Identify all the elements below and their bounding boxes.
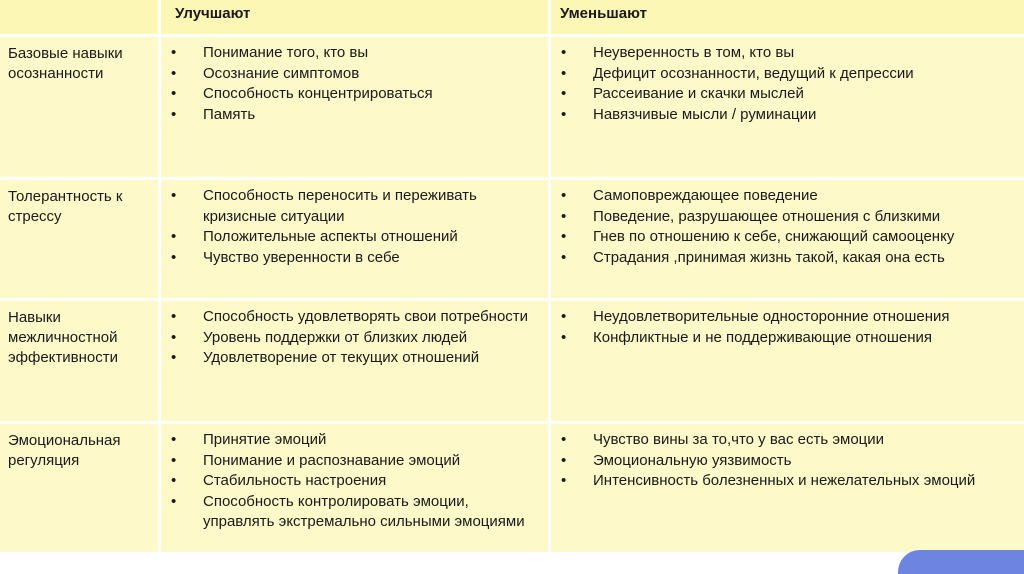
row-label: Базовые навыки осознанности	[0, 37, 158, 177]
reduce-cell	[551, 37, 1024, 177]
list-item-text: Чувство уверенности в себе	[203, 248, 400, 266]
improve-cell	[161, 301, 548, 421]
list-item	[551, 186, 1024, 207]
list-item-text: Неудовлетворительные односторонние отношения	[593, 308, 950, 325]
list-item-text: Навязчивые мысли / руминации	[593, 105, 817, 123]
list-item	[161, 105, 544, 126]
list-item	[551, 84, 1024, 105]
list-item-text: Осознание симптомов	[203, 64, 360, 82]
list-item-text: Принятие эмоций	[203, 431, 327, 448]
list-item	[551, 471, 1024, 492]
bullet-icon: •	[171, 105, 177, 123]
bullet-icon: •	[171, 85, 177, 102]
bullet-icon: •	[171, 228, 177, 245]
list-item	[161, 64, 544, 85]
reduce-cell	[551, 180, 1024, 298]
list-item	[161, 451, 544, 472]
row-label: Толерантность к стрессу	[0, 180, 158, 298]
corner-accent	[898, 550, 1024, 574]
list-item	[161, 471, 544, 492]
header-reduce: Уменьшают	[551, 0, 1024, 34]
list-item	[161, 84, 544, 105]
list-item-text: Положительные аспекты отношений	[203, 228, 458, 245]
list-item-text: Страдания ,принимая жизнь такой, какая она есть	[593, 248, 945, 266]
improve-cell	[161, 37, 548, 177]
bullet-icon: •	[561, 472, 567, 489]
improve-cell	[161, 424, 548, 564]
list-item-text: Понимание того, кто вы	[203, 44, 369, 61]
list-item	[551, 227, 1024, 248]
list-item	[551, 43, 1024, 64]
bullet-icon: •	[561, 451, 567, 469]
header-empty	[0, 0, 158, 34]
row-label: Навыки межличностной эффективности	[0, 301, 158, 421]
list-item-text: Понимание и распознавание эмоций	[203, 451, 461, 469]
bullet-icon: •	[561, 105, 567, 123]
reduce-cell	[551, 301, 1024, 421]
list-item	[551, 451, 1024, 472]
bullet-icon: •	[171, 431, 177, 448]
bullet-icon: •	[561, 228, 567, 245]
list-item	[551, 328, 1024, 349]
list-item	[551, 248, 1024, 269]
list-item-text: Память	[203, 105, 256, 123]
list-item-text: Способность контролировать эмоции, управлять экстремально сильными эмоциями	[203, 492, 525, 530]
improve-cell	[161, 180, 548, 298]
reduce-cell	[551, 424, 1024, 564]
bullet-icon: •	[561, 85, 567, 102]
list-item-text: Дефицит осознанности, ведущий к депрессии	[593, 64, 914, 82]
bullet-icon: •	[171, 308, 177, 325]
bullet-icon: •	[561, 248, 567, 266]
list-item	[161, 307, 544, 328]
bullet-icon: •	[171, 44, 177, 61]
bullet-icon: •	[171, 187, 177, 204]
list-item	[161, 248, 544, 269]
bullet-icon: •	[561, 308, 567, 325]
bullet-icon: •	[561, 44, 567, 61]
bullet-icon: •	[171, 472, 177, 489]
list-item-text: Интенсивность болезненных и нежелательных эмоций	[593, 472, 976, 489]
list-item	[161, 430, 544, 451]
list-item-text: Конфликтные и не поддерживающие отношения	[593, 328, 933, 346]
list-item-text: Самоповреждающее поведение	[593, 187, 818, 204]
bullet-icon: •	[171, 349, 177, 366]
row-label: Эмоциональная регуляция	[0, 424, 158, 564]
bullet-icon: •	[561, 187, 567, 204]
bullet-icon: •	[171, 248, 177, 266]
bullet-icon: •	[171, 492, 177, 510]
bullet-icon: •	[171, 328, 177, 346]
bullet-icon: •	[561, 328, 567, 346]
list-item-text: Эмоциональную уязвимость	[593, 451, 792, 469]
bullet-icon: •	[561, 431, 567, 448]
list-item	[161, 492, 544, 533]
list-item	[161, 43, 544, 64]
bottom-band	[0, 552, 1024, 574]
list-item-text: Стабильность настроения	[203, 472, 387, 489]
bullet-icon: •	[171, 451, 177, 469]
list-item-text: Способность удовлетворять свои потребности	[203, 308, 529, 325]
list-item-text: Уровень поддержки от близких людей	[203, 328, 468, 346]
list-item	[551, 64, 1024, 85]
list-item	[161, 328, 544, 349]
list-item	[161, 227, 544, 248]
list-item-text: Чувство вины за то,что у вас есть эмоции	[593, 431, 885, 448]
list-item	[551, 105, 1024, 126]
list-item	[161, 186, 544, 227]
bullet-icon: •	[561, 64, 567, 82]
list-item	[551, 207, 1024, 228]
bullet-icon: •	[561, 207, 567, 225]
list-item-text: Поведение, разрушающее отношения с близкими	[593, 207, 941, 225]
list-item	[551, 307, 1024, 328]
list-item-text: Способность переносить и переживать кризисные ситуации	[203, 187, 477, 225]
list-item-text: Гнев по отношению к себе, снижающий самооценку	[593, 228, 955, 245]
list-item-text: Неуверенность в том, кто вы	[593, 44, 795, 61]
list-item-text: Удовлетворение от текущих отношений	[203, 349, 480, 366]
list-item-text: Способность концентрироваться	[203, 85, 433, 102]
header-improve: Улучшают	[161, 0, 548, 34]
list-item	[161, 348, 544, 369]
list-item-text: Рассеивание и скачки мыслей	[593, 85, 804, 102]
bullet-icon: •	[171, 64, 177, 82]
list-item	[551, 430, 1024, 451]
